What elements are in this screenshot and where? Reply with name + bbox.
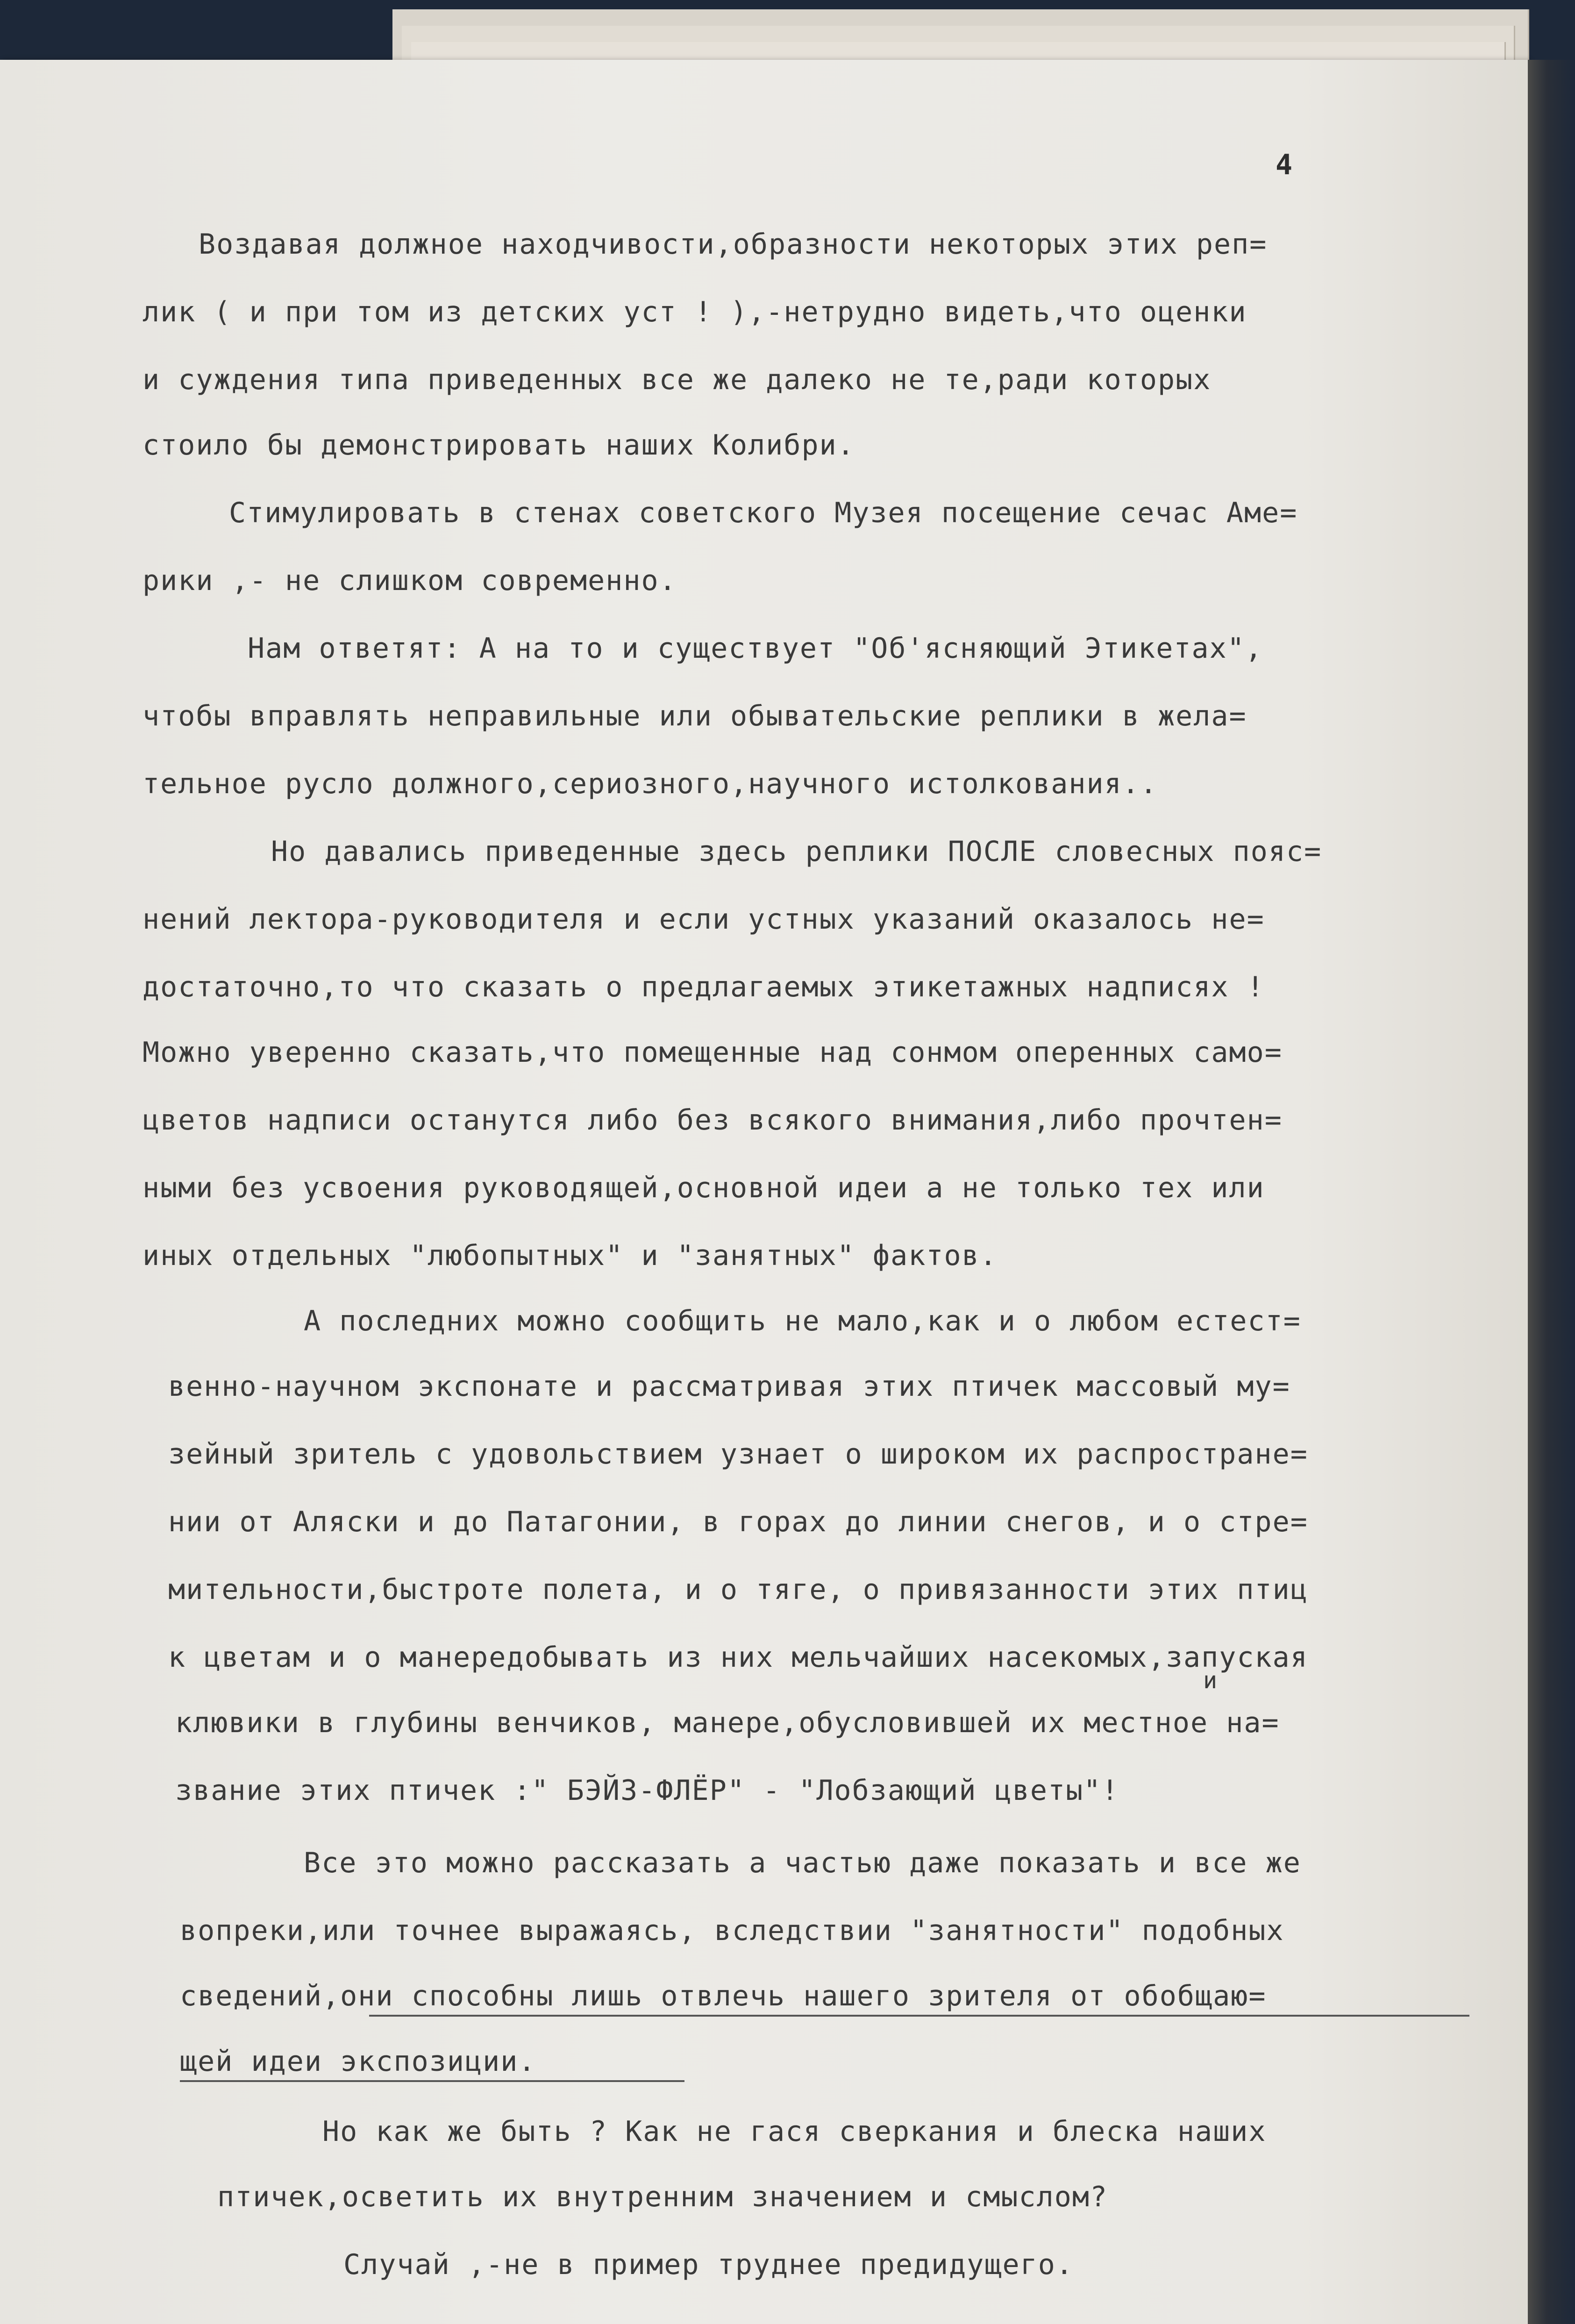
text-line: мительности,быстроте полета, и о тяге, о привязанности этих птиц: [168, 1573, 1308, 1606]
text-line: достаточно,то что сказать о предлагаемых этикетажных надписях !: [143, 971, 1265, 1003]
text-line: щей идеи экспозиции.: [180, 2045, 536, 2078]
text-line: Нам ответят: А на то и существует "Об'ясняющий Этикетах",: [248, 632, 1263, 665]
text-line: венно-научном экспонате и рассматривая этих птичек массовый му=: [168, 1370, 1290, 1403]
text-line: клювики в глубины венчиков, манере,обусловившей их местное на=: [175, 1706, 1280, 1739]
page-number: 4: [1276, 149, 1293, 181]
text-line: Но давались приведенные здесь реплики ПОСЛЕ словесных пояс=: [271, 835, 1322, 868]
text-line: нений лектора-руководителя и если устных указаний оказалось не=: [143, 903, 1265, 936]
text-line: Воздавая должное находчивости,образности некоторых этих реп=: [199, 228, 1268, 261]
text-line: тельное русло должного,сериозного,научного истолкования..: [143, 768, 1158, 800]
text-line: звание этих птичек :" БЭЙЗ-ФЛЁР" - "Лобзающий цветы"!: [175, 1774, 1119, 1807]
text-line: Можно уверенно сказать,что помещенные над сонмом оперенных само=: [143, 1036, 1283, 1069]
text-line: цветов надписи останутся либо без всякого внимания,либо прочтен=: [143, 1104, 1283, 1137]
text-line: Но как же быть ? Как не гася сверкания и блеска наших: [322, 2115, 1267, 2148]
typed-page: [0, 60, 1528, 2324]
text-line: А последних можно сообщить не мало,как и о любом естест=: [304, 1305, 1301, 1337]
text-line: лик ( и при том из детских уст ! ),-нетрудно видеть,что оценки: [143, 296, 1247, 328]
text-line: к цветам и о манередобывать из них мельчайших насекомых,запуская: [168, 1641, 1308, 1674]
text-line: нии от Аляски и до Патагонии, в горах до линии снегов, и о стре=: [168, 1506, 1308, 1538]
page-edge-shadow: [1528, 60, 1575, 2324]
underline: [369, 2015, 1469, 2017]
text-line: и суждения типа приведенных все же далеко не те,ради которых: [143, 363, 1212, 396]
handwritten-correction: и: [1203, 1667, 1218, 1694]
text-line: рики ,- не слишком современно.: [143, 564, 677, 597]
text-line: зейный зритель с удовольствием узнает о широком их распростране=: [168, 1438, 1308, 1471]
underline: [180, 2080, 684, 2082]
typed-text-block: [0, 60, 1528, 2324]
text-line: стоило бы демонстрировать наших Колибри.: [143, 429, 855, 462]
text-line: сведений,они способны лишь отвлечь нашего зрителя от обобщаю=: [180, 1980, 1267, 2012]
text-line: вопреки,или точнее выражаясь, вследствии "занятности" подобных: [180, 1914, 1284, 1947]
text-line: Все это можно рассказать а частью даже показать и все же: [304, 1847, 1301, 1879]
text-line: птичек,осветить их внутренним значением и смыслом?: [217, 2181, 1108, 2213]
text-line: Случай ,-не в пример труднее предидущего.: [343, 2248, 1074, 2281]
text-line: чтобы вправлять неправильные или обывательские реплики в жела=: [143, 700, 1247, 732]
text-line: Стимулировать в стенах советского Музея посещение сечас Аме=: [229, 497, 1298, 529]
text-line: ными без усвоения руководящей,основной идеи а не только тех или: [143, 1172, 1265, 1204]
text-line: иных отдельных "любопытных" и "занятных" фактов.: [143, 1239, 998, 1272]
